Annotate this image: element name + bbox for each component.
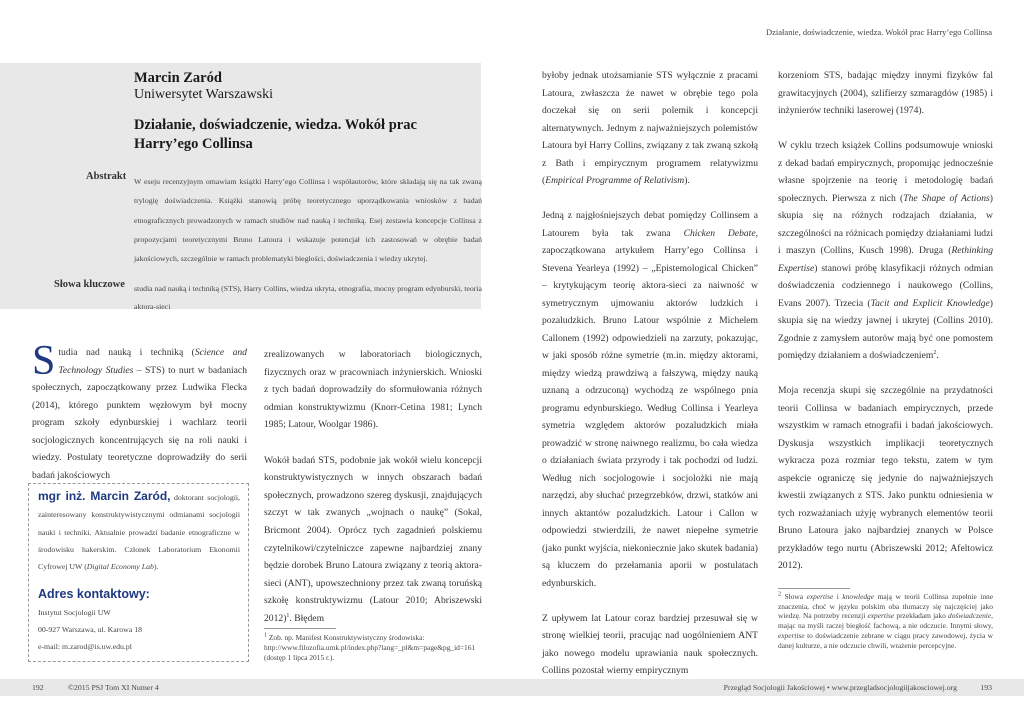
column-4-paragraph-3: Moja recenzja skupi się szczególnie na przydatności teorii Collinsa w badaniach empirycznych, przede wszystkim w ramach etnografii i badań jakościowych. Dyskusja wszystkich implikacji teoretycznych wykracza poza rozmiar tego tekstu, zatem w tym aspekcie ograniczę się jedynie do najważniejszych kwestii związanych z STS. Jako punktu odniesienia w tych rozważaniach użyję wybranych elementów teorii Bruno Latoura jako najbardziej znanych w Polsce przykładów tego nurtu (Abriszewski 2012; Afeltowicz 2012). bbox=[778, 385, 993, 572]
page-number-right: 193 bbox=[980, 683, 992, 692]
footnote-ref: 1 bbox=[286, 612, 290, 619]
column-2-paragraph-2 bbox=[264, 452, 482, 628]
running-head: Działanie, doświadczenie, wiedza. Wokół prac Harry’ego Collinsa bbox=[766, 27, 992, 37]
author-name: Marcin Zaród bbox=[134, 70, 222, 86]
footnote-2 bbox=[778, 588, 993, 650]
italic-run: expertise bbox=[806, 592, 834, 601]
footnote-number: 1 bbox=[264, 632, 267, 639]
italic-run: Digital Economy Lab bbox=[86, 562, 154, 572]
text-run: Jedną z najgłośniejszych debat pomiędzy Collinsem a Latourem była tak zwana bbox=[542, 210, 758, 239]
author-affiliation: Uniwersytet Warszawski bbox=[134, 87, 273, 102]
italic-run: expertise bbox=[867, 611, 895, 621]
italic-run: doświadczenie bbox=[948, 611, 992, 621]
italic-run: knowledge bbox=[842, 592, 875, 601]
footnote-rule bbox=[778, 588, 850, 589]
contact-street: 00-927 Warszawa, ul. Karowa 18 bbox=[38, 625, 143, 634]
text-run: , zapoczątkowana artykułem Harry’ego Collinsa i Stevena Yearleya (1992) – „Epistemological Chicken” – krytykującym teorię aktora-sieci za naiwność w symetrycznym ujmowaniu aktorów ludzkich i pozaludzkich. Bruno Latour wspólnie z Michelem Callonem (1992) odpowiedzieli na zarzuty, pokazując, w jaki sposób różne symetrie (m.in. między aktorami, między wiedzą prawdziwą a fałszywą, między nauką uznaną a odrzuconą) wychodzą ze wspólnego pnia programu edynburskiego. Według Collinsa i Yearleya symetria względem aktorów pozaludzkich miała prowadzić w stronę naiwnego realizmu, bo cała wiedza o działaniach świata przyrody i tak pochodzi od ludzi. Według nich socjologowie i socjolożki nie mają narzędzi, aby słuchać przegrzebków, drzwi, statków ani innych aktantów pozaludzkich. Latour i Callon w odpowiedzi stwierdzili, że nawet niepełne symetrie (jako punkt wyjścia, niekoniecznie jako skutek badania) są kluczem do przełamania aporii w postulatach edynburskich. bbox=[542, 227, 758, 589]
bio-name: mgr inż. Marcin Zaród, bbox=[38, 489, 171, 503]
text-run: ) stanowi próbę klasyfikacji różnych odmian doświadczenia codziennego i naukowego (Collins, Evans 2007). Trzecia ( bbox=[778, 262, 993, 309]
text-run: to doświadczenie zebrane w ciągu pracy zawodowej, życia w danej kulturze, a nie odczucie chwili, wrażenie percepcyjne. bbox=[778, 630, 993, 650]
text-run: ). bbox=[153, 562, 159, 572]
column-4-body bbox=[778, 67, 993, 592]
text-run: Słowa bbox=[781, 592, 807, 601]
text-run: – STS) to nurt w badaniach społecznych, zapoczątkowany przez Ludwika Flecka (2014), którego punktem węzłowym był mocny program szkoły edynburskiej i wachlarz teorii socjologicznych koncentrujących się na roli nauki i wiedzy. Postulaty teoretyczne doprowadziły do serii badań jakościowych bbox=[32, 364, 247, 481]
italic-run: Science and Technology Studies bbox=[58, 347, 247, 376]
italic-run: Chicken Debate bbox=[683, 227, 756, 239]
text-run: W cyklu trzech książek Collins podsumowuje wnioski z dekad badań empirycznych, proponując jednocześnie własne spojrzenie na teorię i metodologię badań społecznych. Pierwsza z nich ( bbox=[778, 140, 993, 204]
article-title: Działanie, doświadczenie, wiedza. Wokół prac Harry’ego Collinsa bbox=[134, 117, 417, 152]
contact-heading: Adres kontaktowy: bbox=[38, 587, 150, 601]
journal-name: Przegląd Socjologii Jakościowej • www.przegladsocjologiijakosciowej.org bbox=[723, 683, 957, 692]
copyright-notice: ©2015 PSJ Tom XI Numer 4 bbox=[68, 683, 159, 692]
italic-run: Tacit and Explicit Knowledge bbox=[870, 297, 990, 309]
text-run: ) skupia się na wiedzy jawnej i ukrytej (Collins 2010). Zgodnie z zamysłem autorów mają być one pomostem pomiędzy działaniem a doświadczeniem bbox=[778, 297, 993, 362]
footnote-1 bbox=[264, 628, 482, 663]
text-run: Wokół badań STS, podobnie jak wokół wielu koncepcji konstruktywistycznych w innych obszarach badań społecznych, prowadzono szereg dyskusji, znajdujących szczyt w tak zwanych „wojnach o naukę” (Sokal, Bricmont 2004). Oprócz tych zagadnień polskiemu czytelnikowi/czytelniczce zapewne najbardziej znany będzie dorobek Bruno Latoura związany z teorią aktora-sieci (ANT), upowszechniony przez tak zwaną toruńską szkołę konstruktywizmu (Latour 2010; Abriszewski 2012) bbox=[264, 454, 482, 624]
text-run: i bbox=[833, 592, 843, 601]
footnote-rule bbox=[264, 628, 336, 629]
italic-run: expertise bbox=[778, 630, 805, 640]
text-run: doktorant socjologii, zainteresowany konstruktywistycznymi odmianami socjologii nauki i techniki. Aktualnie prowadzi badanie etnograficzne w środowisku hakerskim. Członek Laboratorium Ekonomii Cyfrowej UW ( bbox=[38, 493, 240, 572]
column-3-body bbox=[542, 67, 758, 697]
italic-run: Rethinking Expertise bbox=[778, 245, 993, 274]
footnote-ref: 2 bbox=[933, 349, 937, 356]
text-run: byłoby jednak utożsamianie STS wyłącznie z pracami Latoura, zwłaszcza że nawet w obrębie tego pola doczekał się on serii polemik i koncepcji alternatywnych. Jednym z najważniejszych polemistów Latoura był Harry Collins, związany z tak zwaną szkołą z Bath i empirycznym programem relatywizmu ( bbox=[542, 70, 758, 186]
italic-run: The Shape of Actions bbox=[903, 192, 990, 204]
abstract-text: W eseju recenzyjnym omawiam książki Harry’ego Collinsa i współautorów, które składają się na tak zwaną trylogię doświadczenia. Książki stanowią próbę teoretycznego uporządkowania wniosków z badań etnograficznych prowadzonych w ramach studiów nad nauką i techniką. Esej zestawia koncepcje Collinsa z propozycjami teoretycznymi Bruno Latoura i wskazuje potencjał ich zastosowań w obrębie badań jakościowych, szczególnie w ramach problematyki biegłości, doświadczenia i wiedzy ukrytej. bbox=[134, 177, 482, 264]
column-3-paragraph-1 bbox=[542, 67, 758, 190]
text-run: . Błędem bbox=[289, 612, 325, 624]
column-1-body bbox=[32, 338, 247, 484]
column-3-paragraph-2 bbox=[542, 207, 758, 592]
text-run: . bbox=[936, 350, 939, 362]
text-run: przekładam jako bbox=[894, 611, 949, 621]
page-number-left: 192 bbox=[32, 683, 44, 692]
footnote-text: Zob. np. Manifest Konstruktywistyczny środowiska: http://www.filozofia.umk.pl/index.php?lang=_pl&m=page&pg_id=161 (dostęp 1 lipca 2015 r.). bbox=[264, 633, 476, 662]
contact-email: e-mail: m.zarod@is.uw.edu.pl bbox=[38, 642, 132, 651]
column-3-paragraph-3: Z upływem lat Latour coraz bardziej przesuwał się w stronę wielkiej teorii, pracując nad uogólnieniem ANT jako nowego modelu uprawiania nauk społecznych. Collins pozostał wierny empirycznym bbox=[542, 612, 758, 677]
text-run: ) skupia się na różnych rodzajach działania, w szczególności na różnicach pomiędzy działaniami ludzi i maszyn (Collins, Kusch 1998). Druga ( bbox=[778, 192, 993, 257]
text-run: tudia nad nauką i techniką ( bbox=[58, 347, 195, 358]
drop-cap: S bbox=[32, 338, 56, 384]
text-run: ). bbox=[684, 175, 690, 186]
italic-run: Empirical Programme of Relativism bbox=[545, 175, 685, 186]
text-run: mają w teorii Collinsa zupełnie inne znaczenia, choć w języku polskim oba tłumaczy się najczęściej jako wiedzę. Na potrzeby recenzji bbox=[778, 592, 993, 621]
column-2-paragraph-1: zrealizowanych w laboratoriach biologicznych, fizycznych oraz w pracowniach inżynierskich. Wnioski z tych badań doprowadziły do sformułowania różnych odmian konstruktywizmu (Knorr-Cetina 1981; Lynch 1985; Latour, Woolgar 1986). bbox=[264, 349, 482, 431]
contact-address bbox=[38, 604, 248, 655]
column-2-body bbox=[264, 346, 482, 645]
author-bio bbox=[38, 488, 240, 575]
keywords-label: Słowa kluczowe bbox=[54, 279, 125, 290]
column-1-paragraph bbox=[32, 338, 247, 484]
footnote-number: 2 bbox=[778, 591, 781, 598]
contact-institute: Instytut Socjologii UW bbox=[38, 608, 111, 617]
column-4-paragraph-1: korzeniom STS, badając między innymi fizyków fal grawitacyjnych (2004), szlifierzy szmaragdów (1985) i inżynierów techniki laserowej (1974). bbox=[778, 70, 993, 116]
column-4-paragraph-2 bbox=[778, 137, 993, 365]
text-run: , mając na myśli raczej biegłość fachową, a nie odczucie. Innymi słowy, bbox=[778, 611, 993, 631]
keywords-text: studia nad nauką i techniką (STS), Harry Collins, wiedza ukryta, etnografia, mocny program edynburski, teoria aktora-sieci bbox=[134, 284, 482, 311]
abstract-label: Abstrakt bbox=[86, 171, 127, 182]
